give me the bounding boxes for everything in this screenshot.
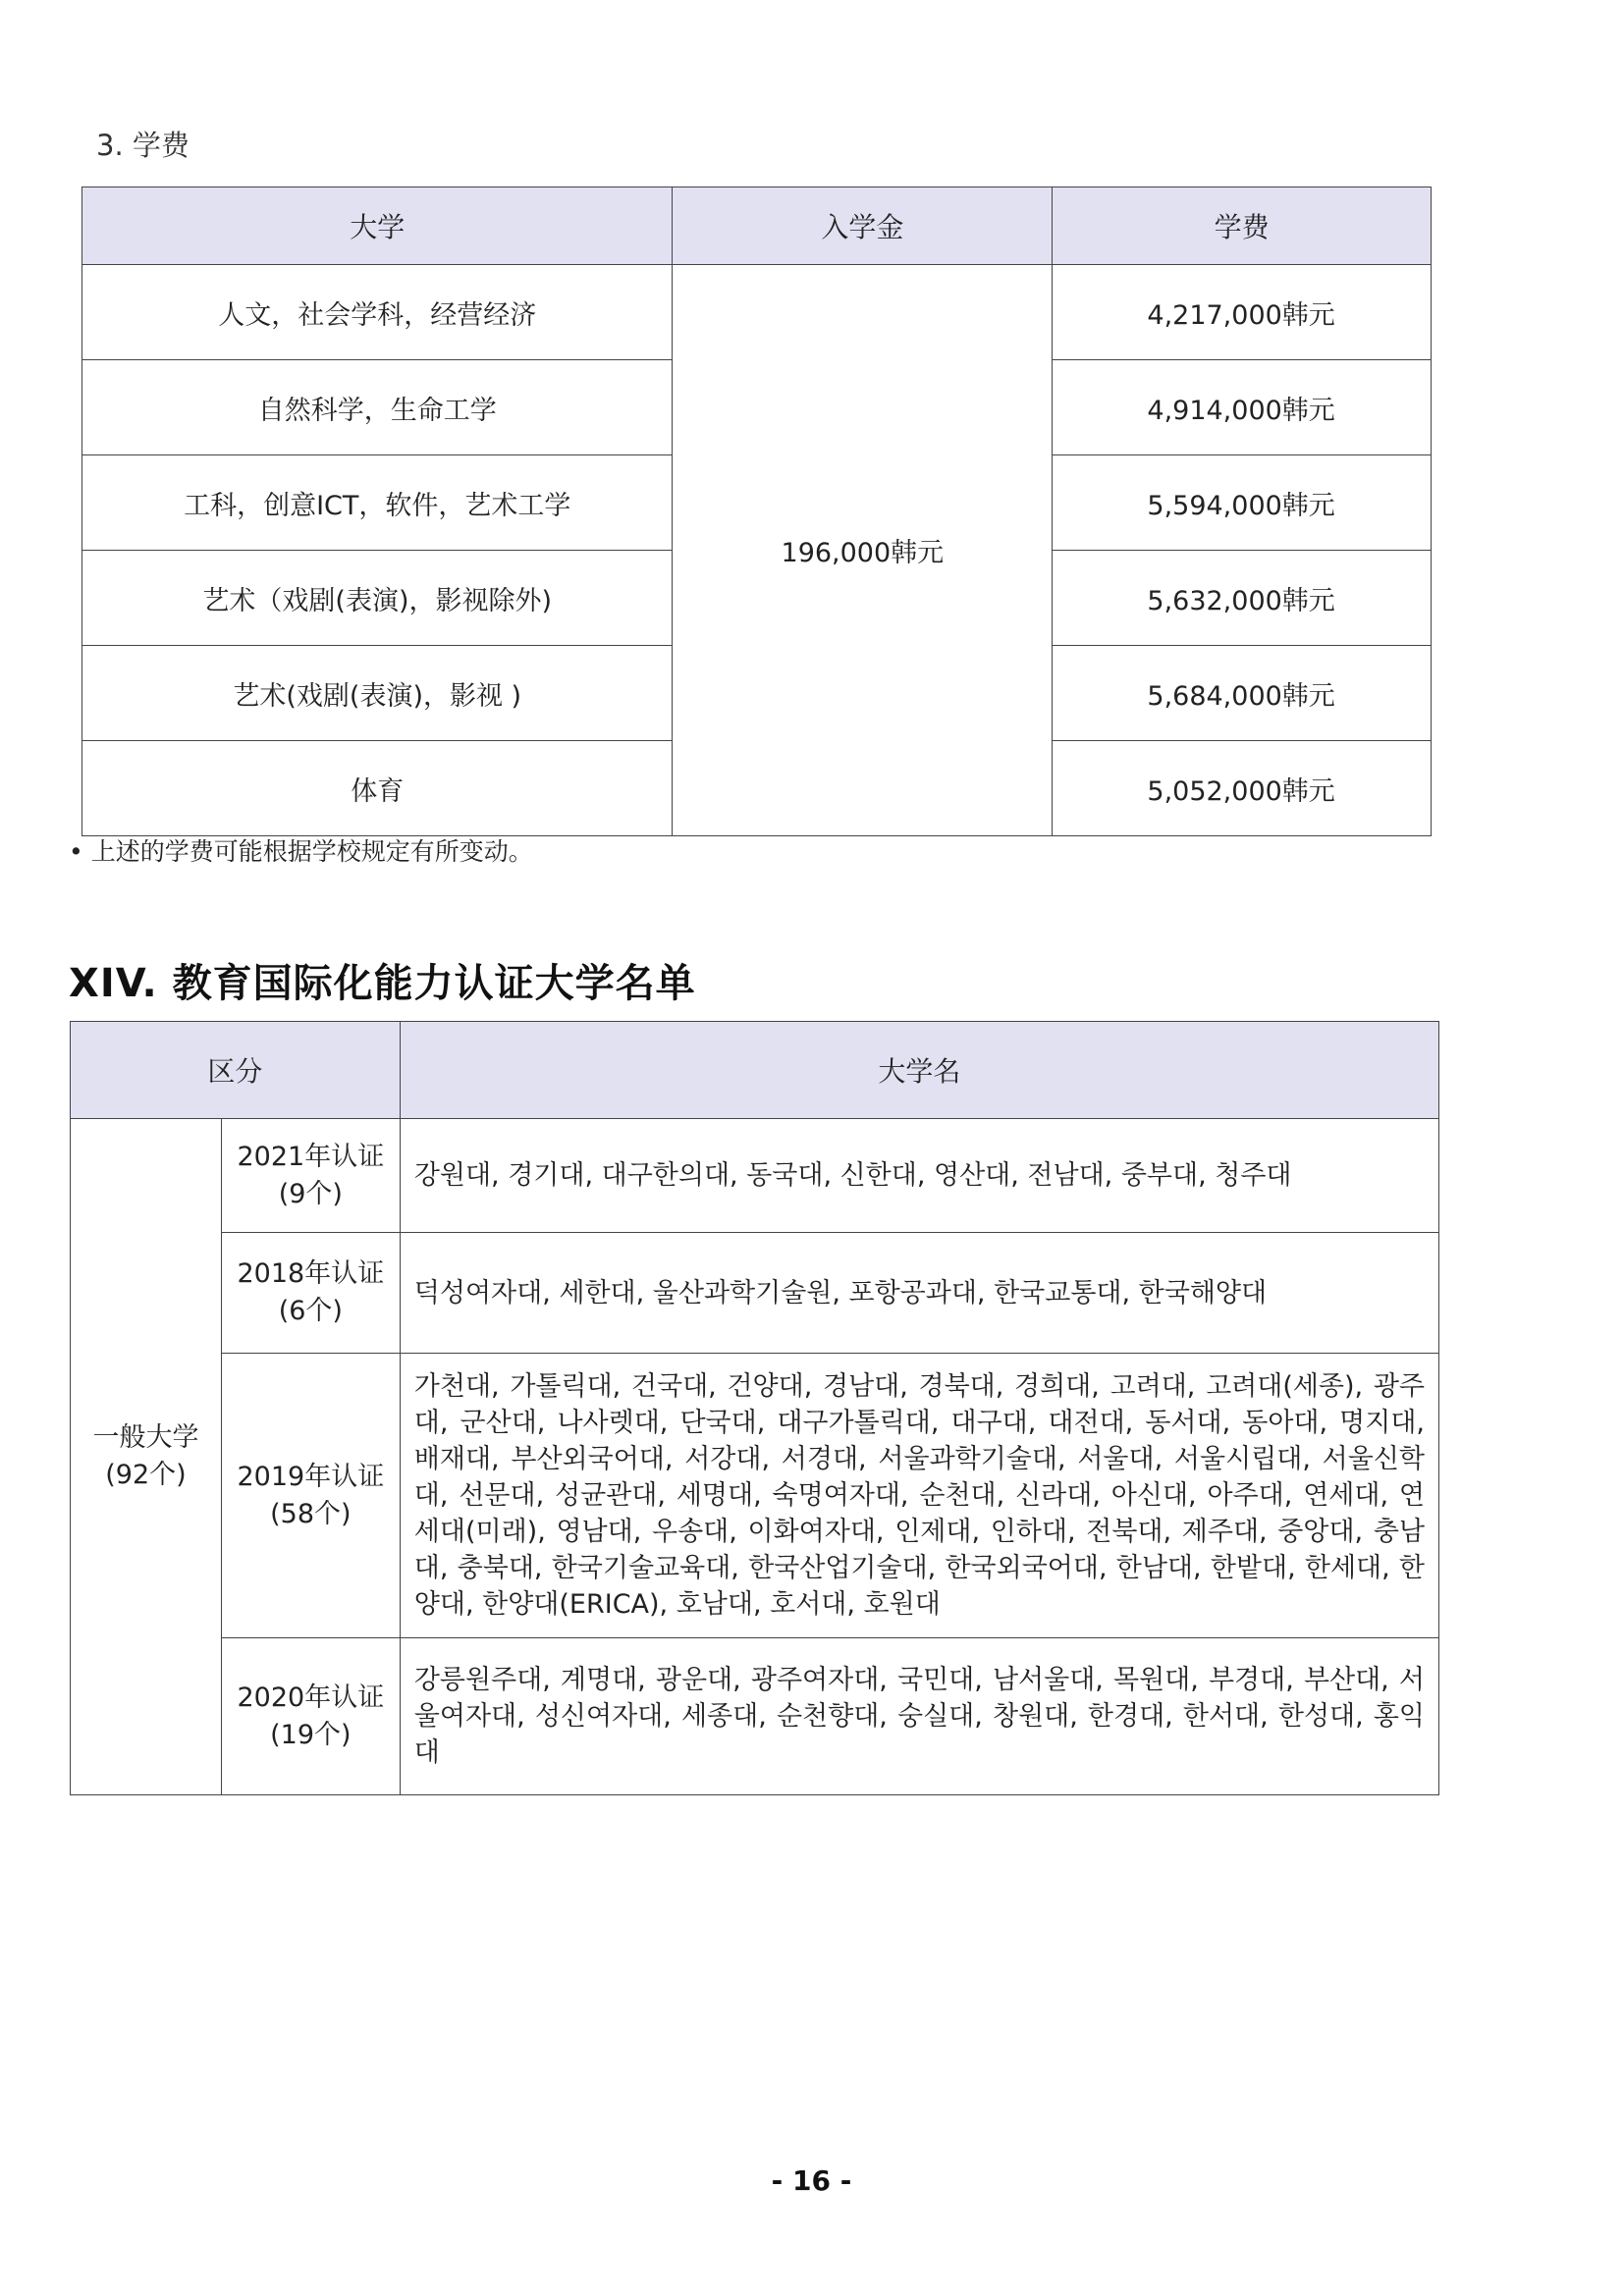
table-row bbox=[71, 1119, 1439, 1233]
tuition-cell: 5,632,000韩元 bbox=[1053, 551, 1432, 646]
major-cell: 人文，社会学科，经营经济 bbox=[82, 265, 673, 360]
section-title-certification: XIV. 教育国际化能力认证大学名单 bbox=[69, 961, 696, 1006]
year-label: 2019年认证 bbox=[237, 1461, 385, 1492]
table-row bbox=[71, 1638, 1439, 1795]
tuition-table bbox=[81, 187, 1432, 836]
major-cell: 自然科学，生命工学 bbox=[82, 360, 673, 455]
year-cell bbox=[221, 1119, 400, 1233]
year-count: (9个) bbox=[278, 1178, 343, 1209]
year-label: 2021年认证 bbox=[237, 1141, 385, 1172]
major-cell: 艺术（戏剧(表演)，影视除外) bbox=[82, 551, 673, 646]
tuition-cell: 5,594,000韩元 bbox=[1053, 455, 1432, 551]
year-cell bbox=[221, 1233, 400, 1354]
header-admission-fee: 入学金 bbox=[673, 187, 1053, 265]
major-cell: 工科，创意ICT，软件，艺术工学 bbox=[82, 455, 673, 551]
university-list: 강릉원주대, 계명대, 광운대, 광주여자대, 국민대, 남서울대, 목원대, 부경대, 부산대, 서울여자대, 성신여자대, 세종대, 순천향대, 숭실대, 창원대, 한경대, 한서대, 한성대, 홍익대 bbox=[400, 1638, 1438, 1795]
university-list: 강원대, 경기대, 대구한의대, 동국대, 신한대, 영산대, 전남대, 중부대, 청주대 bbox=[400, 1119, 1438, 1233]
table-row bbox=[71, 1233, 1439, 1354]
year-count: (6个) bbox=[278, 1296, 343, 1326]
table-row bbox=[71, 1354, 1439, 1638]
tuition-cell: 5,684,000韩元 bbox=[1053, 646, 1432, 741]
major-cell: 体育 bbox=[82, 741, 673, 836]
tuition-cell: 4,914,000韩元 bbox=[1053, 360, 1432, 455]
header-university: 大学 bbox=[82, 187, 673, 265]
category-count: (92个) bbox=[105, 1460, 187, 1490]
admission-fee-cell: 196,000韩元 bbox=[673, 265, 1053, 836]
table-row bbox=[82, 265, 1432, 360]
major-cell: 艺术(戏剧(表演)，影视 ) bbox=[82, 646, 673, 741]
year-label: 2018年认证 bbox=[237, 1258, 385, 1289]
year-count: (19个) bbox=[270, 1719, 352, 1750]
year-cell bbox=[221, 1354, 400, 1638]
page-number: - 16 - bbox=[771, 2164, 852, 2197]
table-header-row bbox=[82, 187, 1432, 265]
category-cell bbox=[71, 1119, 222, 1795]
section-title-tuition: 3. 学费 bbox=[96, 129, 189, 162]
certified-universities-table bbox=[70, 1021, 1439, 1795]
year-label: 2020年认证 bbox=[237, 1682, 385, 1713]
header-tuition: 学费 bbox=[1053, 187, 1432, 265]
tuition-cell: 4,217,000韩元 bbox=[1053, 265, 1432, 360]
year-cell bbox=[221, 1638, 400, 1795]
tuition-note: • 上述的学费可能根据学校规定有所变动。 bbox=[69, 837, 533, 866]
tuition-cell: 5,052,000韩元 bbox=[1053, 741, 1432, 836]
university-list: 가천대, 가톨릭대, 건국대, 건양대, 경남대, 경북대, 경희대, 고려대, 고려대(세종), 광주대, 군산대, 나사렛대, 단국대, 대구가톨릭대, 대구대, 대전대, 동서대, 동아대, 명지대, 배재대, 부산외국어대, 서강대, 서경대, 서울과학기술대, 서울대, 서울시립대, 서울신학대, 선문대, 성균관대, 세명대, 숙명여자대, 순천대, 신라대, 아신대, 아주대, 연세대, 연세대(미래), 영남대, 우송대, 이화여자대, 인제대, 인하대, 전북대, 제주대, 중앙대, 충남대, 충북대, 한국기술교육대, 한국산업기술대, 한국외국어대, 한남대, 한밭대, 한세대, 한양대, 한양대(ERICA), 호남대, 호서대, 호원대 bbox=[400, 1354, 1438, 1638]
category-label: 一般大学 bbox=[92, 1422, 199, 1453]
header-category: 区分 bbox=[71, 1022, 401, 1119]
header-university-names: 大学名 bbox=[400, 1022, 1438, 1119]
year-count: (58个) bbox=[270, 1498, 352, 1529]
table-header-row bbox=[71, 1022, 1439, 1119]
university-list: 덕성여자대, 세한대, 울산과학기술원, 포항공과대, 한국교통대, 한국해양대 bbox=[400, 1233, 1438, 1354]
